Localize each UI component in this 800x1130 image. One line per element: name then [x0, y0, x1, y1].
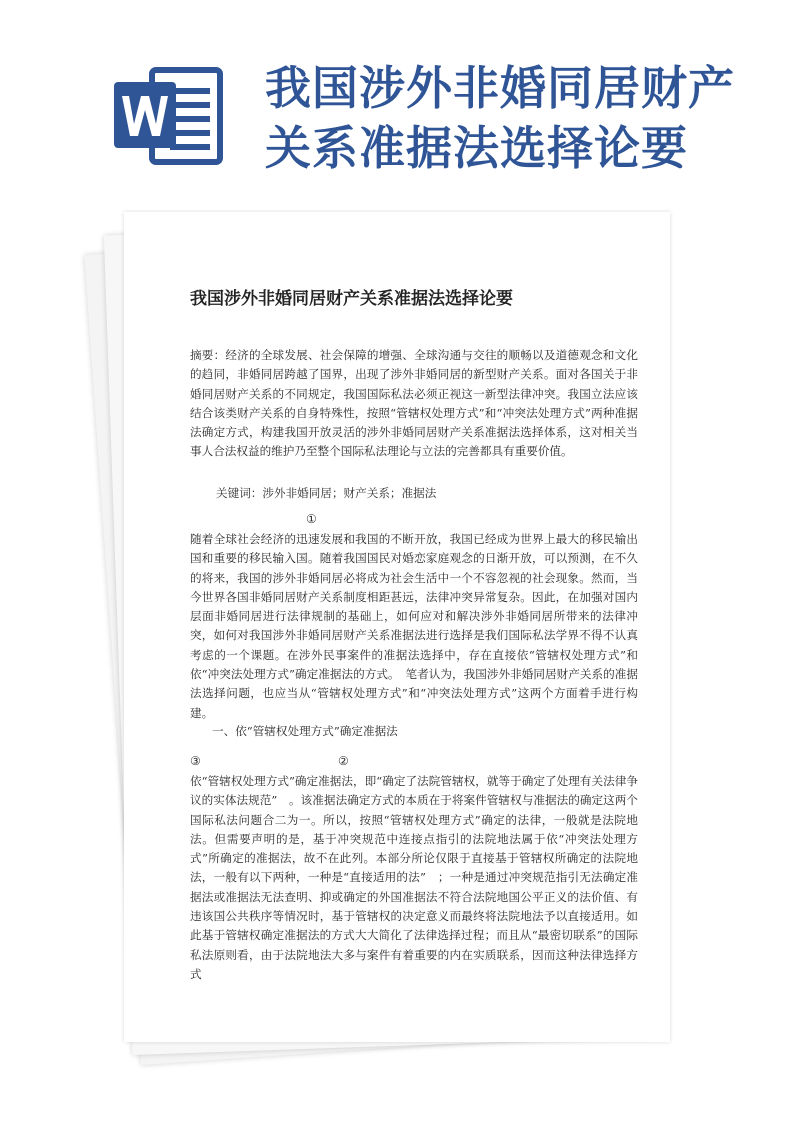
section-heading: 一、依“管辖权处理方式”确定准据法	[212, 724, 398, 738]
keywords-line: 关键词：涉外非婚同居；财产关系；准据法	[216, 486, 437, 500]
footnote-marker: ③	[190, 754, 201, 768]
document-title: 我国涉外非婚同居财产关系准据法选择论要	[190, 289, 513, 309]
body-paragraph: 依“管辖权处理方式”确定准据法，即“确定了法院管辖权，就等于确定了处理有关法律争议的实体法规范” 。该准据法确定方式的本质在于将案件管辖权与准据法的确定这两个国际私法问题合二为一。所以，按照“管辖权处理方式”确定的法律，一般就是法院地法。但需要声明的是，基于冲突规范中连接点指引的法院地法属于依“冲突法处理方式”所确定的准据法，故不在此列。本部分所论仅限于直接基于管辖权所确定的法院地法，一般有以下两种，一种是“直接适用的法” ；一种是通过冲突规范指引无法确定准据法或准据法无法查明、抑或确定的外国准据法不符合法院地国公平正义的法价值、有违该国公共秩序等情况时，基于管辖权的决定意义而最终将法院地法予以直接适用。如此基于管辖权确定准据法的方式大大简化了法律选择过程；而且从“最密切联系”的国际私法原则看，由于法院地法大多与案件有着重要的内在实质联系，因而这种法律选择方式	[190, 774, 638, 981]
main-title-line2: 关系准据法选择论要	[265, 121, 688, 175]
main-title-line1: 我国涉外非婚同居财产	[265, 61, 735, 115]
body-paragraph: 随着全球社会经济的迅速发展和我国的不断开放，我国已经成为世界上最大的移民输出国和重要的移民输入国。随着我国国民对婚恋家庭观念的日渐开放，可以预测，在不久的将来，我国的涉外非婚同居必将成为社会生活中一个不容忽视的社会现象。然而，当今世界各国非婚同居财产关系制度相距甚远，法律冲突异常复杂。因此，在加强对国内层面非婚同居进行法律规制的基础上，如何应对和解决涉外非婚同居所带来的法律冲突，如何对我国涉外非婚同居财产关系准据法进行选择是我们国际私法学界不得不认真考虑的一个课题。在涉外民事案件的准据法选择中，存在直接依“管辖权处理方式”和依“冲突法处理方式”确定准据法的方式。 笔者认为，我国涉外非婚同居财产关系的准据法选择问题，也应当从“管辖权处理方式”和“冲突法处理方式”这两个方面着手进行构建。	[190, 532, 638, 720]
footnote-marker: ②	[338, 754, 349, 768]
main-title	[265, 58, 775, 178]
abstract-paragraph: 摘要：经济的全球发展、社会保障的增强、全球沟通与交往的顺畅以及道德观念和文化的趋同，非婚同居跨越了国界，出现了涉外非婚同居的新型财产关系。面对各国关于非婚同居财产关系的不同规定，我国国际私法必须正视这一新型法律冲突。我国立法应该结合该类财产关系的自身特殊性，按照“管辖权处理方式”和“冲突法处理方式”两种准据法确定方式，构建我国开放灵活的涉外非婚同居财产关系准据法选择体系，这对相关当事人合法权益的维护乃至整个国际私法理论与立法的完善都具有重要价值。	[190, 348, 638, 459]
word-document-icon	[112, 66, 224, 166]
footnote-marker: ①	[306, 512, 317, 526]
